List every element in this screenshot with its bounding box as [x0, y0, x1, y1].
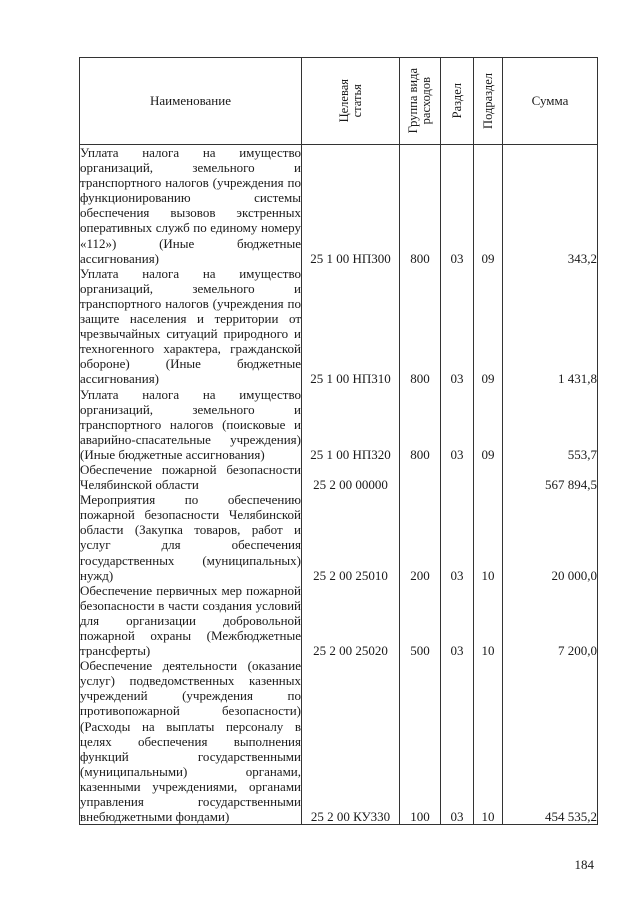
cell-article: 25 2 00 КУ330 [302, 658, 400, 825]
table-row [80, 658, 598, 825]
cell-section: 03 [441, 387, 474, 462]
table-row [80, 266, 598, 387]
cell-name: Уплата налога на имущество организаций, земельного и транспортного налогов (поисковые и аварийно-спасательные учреждения) (Иные бюджетные ассигнования) [80, 386, 301, 462]
cell-name: Обеспечение пожарной безопасности Челябинской области [80, 461, 301, 493]
cell-section [441, 462, 474, 492]
cell-sum: 553,7 [503, 387, 598, 462]
cell-sum: 567 894,5 [503, 462, 598, 492]
header-sum: Сумма [503, 58, 598, 145]
cell-name: Обеспечение первичных мер пожарной безопасности в части создания условий для организации добровольной пожарной охраны (Межбюджетные трансферты) [80, 582, 301, 659]
cell-expense-group: 800 [400, 387, 441, 462]
cell-article: 25 2 00 25020 [302, 583, 400, 658]
table-row [80, 145, 598, 266]
header-group: Группа вида расходов [400, 58, 441, 145]
cell-name: Уплата налога на имущество организаций, земельного и транспортного налогов (учреждения по защите населения и территории от чрезвычайных ситуаций природного и техногенного характера, гражданской обороне) (Иные бюджетные ассигнования) [80, 265, 301, 387]
cell-subsection: 10 [474, 658, 503, 825]
table-body [80, 145, 598, 825]
table-row [80, 462, 598, 492]
cell-article: 25 1 00 НП320 [302, 387, 400, 462]
cell-section: 03 [441, 658, 474, 825]
cell-expense-group: 100 [400, 658, 441, 825]
cell-name: Мероприятия по обеспечению пожарной безопасности Челябинской области (Закупка товаров, работ и услуг для обеспечения государственных (муниципальных) нужд) [80, 492, 301, 583]
cell-section: 03 [441, 266, 474, 387]
table-header-row [80, 58, 598, 145]
cell-subsection: 10 [474, 492, 503, 583]
cell-article: 25 2 00 25010 [302, 492, 400, 583]
cell-expense-group: 200 [400, 492, 441, 583]
page-number: 184 [574, 857, 594, 872]
table-row [80, 387, 598, 462]
cell-article: 25 1 00 НП310 [302, 266, 400, 387]
cell-sum: 454 535,2 [503, 658, 598, 825]
cell-sum: 20 000,0 [503, 492, 598, 583]
cell-name: Обеспечение деятельности (оказание услуг) подведомственных казенных учреждений (учреждения по противопожарной безопасности) (Расходы на выплаты персоналу в целях обеспечения выполнения функций государственными (муниципальными) органами, казенными учреждениями, органами управления государственными внебюджетными фондами) [80, 658, 301, 825]
cell-article: 25 1 00 НП300 [302, 145, 400, 266]
cell-article: 25 2 00 00000 [302, 462, 400, 492]
cell-subsection: 09 [474, 145, 503, 266]
header-article: Целевая статья [302, 58, 400, 145]
cell-subsection: 10 [474, 583, 503, 658]
cell-section: 03 [441, 145, 474, 266]
cell-subsection [474, 462, 503, 492]
cell-section: 03 [441, 492, 474, 583]
cell-expense-group: 800 [400, 266, 441, 387]
budget-table [79, 57, 598, 825]
cell-name: Уплата налога на имущество организаций, земельного и транспортного налогов (учреждения по функционированию системы обеспечения вызовов экстренных оперативных служб по единому номеру «112») (Иные бюджетные ассигнования) [80, 145, 301, 266]
header-subsection: Подраздел [474, 58, 503, 145]
cell-sum: 7 200,0 [503, 583, 598, 658]
cell-subsection: 09 [474, 266, 503, 387]
cell-expense-group: 500 [400, 583, 441, 658]
cell-sum: 1 431,8 [503, 266, 598, 387]
cell-expense-group [400, 462, 441, 492]
header-section: Раздел [441, 58, 474, 145]
table-row [80, 583, 598, 658]
cell-expense-group: 800 [400, 145, 441, 266]
cell-section: 03 [441, 583, 474, 658]
table-row [80, 492, 598, 583]
header-name: Наименование [80, 58, 302, 145]
cell-sum: 343,2 [503, 145, 598, 266]
cell-subsection: 09 [474, 387, 503, 462]
